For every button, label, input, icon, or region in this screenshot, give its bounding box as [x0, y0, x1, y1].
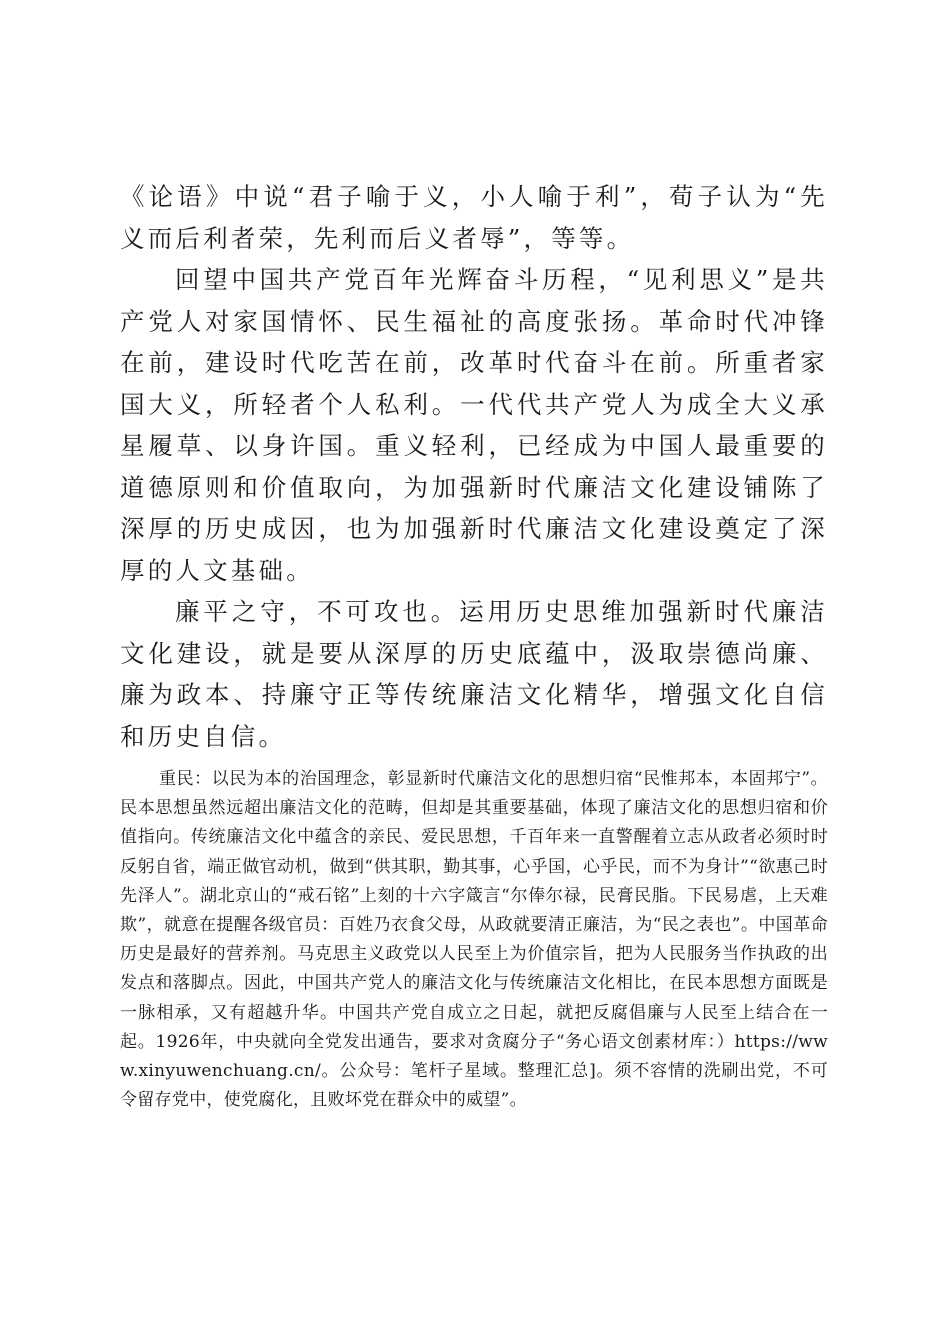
paragraph-historical-thinking: 廉平之守，不可攻也。运用历史思维加强新时代廉洁文化建设，就是要从深厚的历史底蕴中，汲取崇德尚廉、廉为政本、持廉守正等传统廉洁文化精华，增强文化自信和历史自信。 [120, 597, 828, 751]
paragraph-party-history: 回望中国共产党百年光辉奋斗历程，“见利思义”是共产党人对家国情怀、民生福祉的高度张扬。革命时代冲锋在前，建设时代吃苦在前，改革时代奋斗在前。所重者家国大义，所轻者个人私利。一代代共产党人为成全大义承星履草、以身许国。重义轻利，已经成为中国人最重要的道德原则和价值取向，为加强新时代廉洁文化建设铺陈了深厚的历史成因，也为加强新时代廉洁文化建设奠定了深厚的人文基础。 [120, 265, 828, 585]
document-body [120, 176, 828, 1115]
paragraph-people-oriented: 重民：以民为本的治国理念，彰显新时代廉洁文化的思想归宿“民惟邦本，本固邦宁”。民本思想虽然远超出廉洁文化的范畴，但却是其重要基础，体现了廉洁文化的思想归宿和价值指向。传统廉洁文化中蕴含的亲民、爱民思想，千百年来一直警醒着立志从政者必须时时反躬自省，端正做官动机，做到“供其职，勤其事，心乎国，心乎民，而不为身计”“欲惠己时先泽人”。湖北京山的“戒石铭”上刻的十六字箴言“尔俸尔禄，民膏民脂。下民易虐，上天难欺”，就意在提醒各级官员：百姓乃衣食父母，从政就要清正廉洁，为“民之表也”。中国革命历史是最好的营养剂。马克思主义政党以人民至上为价值宗旨，把为人民服务当作执政的出发点和落脚点。因此，中国共产党人的廉洁文化与传统廉洁文化相比，在民本思想方面既是一脉相承，又有超越升华。中国共产党自成立之日起，就把反腐倡廉与人民至上结合在一起。1926年，中央就向全党发出通告，要求对贪腐分子“务心语文创素材库：）https://www.xinyuwenchuang.cn/。公众号：笔杆子星域。整理汇总]。须不容情的洗刷出党，不可令留存党中，使党腐化，且败坏党在群众中的威望”。 [120, 769, 828, 1111]
paragraph-quote-continuation: 《论语》中说“君子喻于义，小人喻于利”，荀子认为“先义而后利者荣，先利而后义者辱”，等等。 [120, 182, 828, 253]
